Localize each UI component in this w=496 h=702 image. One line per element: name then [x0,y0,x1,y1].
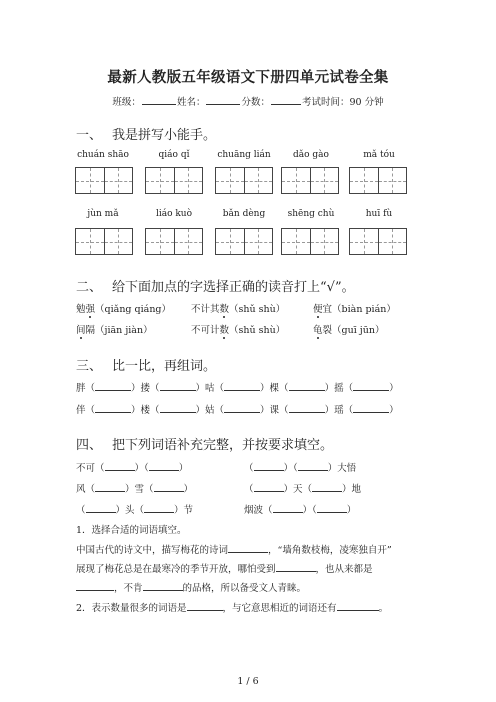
writing-grid[interactable] [75,228,133,255]
pinyin-label: bǎn dèng [222,209,266,219]
answer-blank[interactable] [160,380,196,391]
name-label: 姓名： [176,97,206,108]
reading-options: （shǔ shù） [229,325,286,336]
writing-grid[interactable] [349,167,407,194]
reading-options: （guī jūn） [332,325,385,336]
char-label: ）姑（ [195,405,225,416]
paragraph-text: 的品格，所以备受文人青睐。 [182,583,307,594]
char-label: ） [389,383,399,394]
page-number: 1 / 6 [237,676,259,687]
pinyin-label: mǎ tóu [363,150,395,160]
student-info-line [0,94,496,108]
paragraph-line [76,580,306,594]
pinyin-label: shēng chù [287,209,335,219]
char-label: ） [389,405,399,416]
score-blank[interactable] [271,95,301,105]
char-label: ）课（ [260,405,289,416]
writing-grid[interactable] [349,228,407,255]
writing-grid[interactable] [215,167,273,194]
idiom-text: 风（ [76,484,96,495]
answer-blank[interactable] [228,542,268,553]
dotted-char: 数 [219,304,230,315]
paragraph-line [76,542,392,556]
writing-grid[interactable] [281,167,339,194]
section-text: 给下面加点的字选择正确的读音打上“√”。 [112,280,355,295]
question-2 [76,600,388,614]
question-text: 2．表示数量很多的词语是 [76,603,187,614]
reading-options: （qiǎng qiáng） [95,304,172,315]
section-1-heading [76,124,216,143]
answer-blank[interactable] [224,402,260,413]
idiom-item [76,481,193,495]
pinyin-label: jùn mǎ [87,209,119,219]
score-label: 分数： [241,97,270,108]
idiom-text: ）（ [283,463,298,474]
reading-options: （jiān jiàn） [95,325,153,336]
idiom-text: ）地 [342,484,362,495]
idiom-text: 烟波（ [244,505,273,516]
pinyin-label: chuāng lián [217,150,271,160]
word-text: 裂 [322,325,333,336]
pinyin-label: qiáo qǐ [158,150,190,160]
dotted-char: 龟 [313,325,323,336]
pinyin-label: chuán shāo [77,150,129,160]
answer-blank[interactable] [154,481,184,492]
section-text: 我是拼写小能手。 [112,128,217,143]
paragraph-text: ，不肯 [114,583,143,594]
idiom-text: （ [76,505,86,516]
answer-blank[interactable] [317,502,347,513]
writing-grid[interactable] [145,167,203,194]
writing-grid[interactable] [215,228,273,255]
answer-blank[interactable] [224,380,260,391]
pinyin-label: dǎo gào [293,150,329,160]
answer-blank[interactable] [353,380,389,391]
word-text: 不计其 [191,304,220,315]
question-text: ，与它意思相近的词语还有 [222,603,337,614]
answer-blank[interactable] [254,460,284,471]
section-number: 三、 [76,359,103,374]
answer-blank[interactable] [95,481,125,492]
section-text: 把下列词语补充完整，并按要求填空。 [112,438,334,453]
pronunciation-item[interactable] [76,301,171,315]
word-compare-row [76,380,399,394]
reading-options: （shǔ shù） [229,304,286,315]
answer-blank[interactable] [353,402,389,413]
section-4-heading [76,434,333,453]
paragraph-text: 展现了梅花总是在最寒冷的季节开放，哪怕受到 [76,564,276,575]
dotted-char: 便 [313,304,323,315]
char-label: ）咕（ [195,383,225,394]
idiom-text: （ [244,463,254,474]
answer-blank[interactable] [312,481,342,492]
answer-blank[interactable] [143,580,183,591]
char-label: ）搂（ [131,383,160,394]
word-text: 宜 [322,304,333,315]
answer-blank[interactable] [289,380,325,391]
question-1: 1．选择合适的词语填空。 [76,525,187,536]
section-2-heading [76,276,355,295]
section-3-heading [76,355,216,374]
page-title: 最新人教版五年级语文下册四单元试卷全集 [107,70,389,86]
word-text: 勉 [76,304,86,315]
answer-blank[interactable] [76,580,114,591]
answer-blank[interactable] [276,561,316,572]
writing-grid[interactable] [281,228,339,255]
writing-grid[interactable] [75,167,133,194]
section-number: 二、 [76,280,103,295]
answer-blank[interactable] [95,402,131,413]
idiom-text: ）大悟 [327,463,357,474]
char-label: 胖（ [76,383,96,394]
idiom-item [244,460,356,474]
answer-blank[interactable] [86,502,116,513]
char-label: ）瑶（ [324,405,354,416]
idiom-text: ） [183,484,194,495]
dotted-char: 强 [85,304,96,315]
word-text: 不可计 [191,325,220,336]
answer-blank[interactable] [273,502,303,513]
answer-blank[interactable] [144,502,174,513]
exam-time: 考试时间：90 分钟 [301,97,384,108]
char-label: 伴（ [76,405,96,416]
idiom-text: ）（ [302,505,317,516]
idiom-text: ）天（ [283,484,313,495]
paragraph-line [76,561,373,575]
reading-options: （biàn pián） [332,304,396,315]
section-text: 比一比，再组词。 [112,359,217,374]
idiom-text: ）雪（ [125,484,154,495]
idiom-text: ）节 [174,505,194,516]
class-label: 班级： [112,97,141,108]
pronunciation-item[interactable] [191,301,285,315]
idiom-text: ） [178,463,189,474]
pronunciation-item[interactable] [76,322,153,336]
answer-blank[interactable] [337,600,379,611]
word-text: 隔 [85,325,96,336]
idiom-text: ） [346,505,357,516]
word-compare-row [76,402,399,416]
name-blank[interactable] [206,95,240,105]
idiom-item [76,502,193,516]
idiom-item [76,460,188,474]
answer-blank[interactable] [149,460,179,471]
idiom-text: 不可（ [76,463,105,474]
paragraph-text: ，也从来都是 [315,564,373,575]
answer-blank[interactable] [95,380,131,391]
answer-blank[interactable] [160,402,196,413]
idiom-text: ）头（ [115,505,145,516]
pinyin-label: liáo kuò [155,209,193,219]
char-label: ）楼（ [131,405,160,416]
answer-blank[interactable] [289,402,325,413]
paragraph-text: ，“墙角数枝梅，凌寒独自开” [268,545,392,556]
class-blank[interactable] [142,95,176,105]
idiom-item [244,502,356,516]
char-label: ）摇（ [324,383,354,394]
question-text: 。 [378,603,389,614]
answer-blank[interactable] [298,460,328,471]
dotted-char: 间 [76,325,86,336]
section-number: 四、 [76,438,103,453]
pronunciation-item[interactable] [313,301,396,315]
answer-blank[interactable] [187,600,223,611]
idiom-item [244,481,361,495]
idiom-text: （ [244,484,254,495]
writing-grid[interactable] [145,228,203,255]
dotted-char: 数 [219,325,230,336]
answer-blank[interactable] [254,481,284,492]
pronunciation-item[interactable] [191,322,285,336]
paragraph-text: 中国古代的诗文中，描写梅花的诗词 [76,545,229,556]
pronunciation-item[interactable] [313,322,384,336]
pinyin-label: huī fù [365,209,393,219]
char-label: ）棵（ [260,383,289,394]
idiom-text: ）（ [134,463,149,474]
section-number: 一、 [76,128,103,143]
answer-blank[interactable] [105,460,135,471]
